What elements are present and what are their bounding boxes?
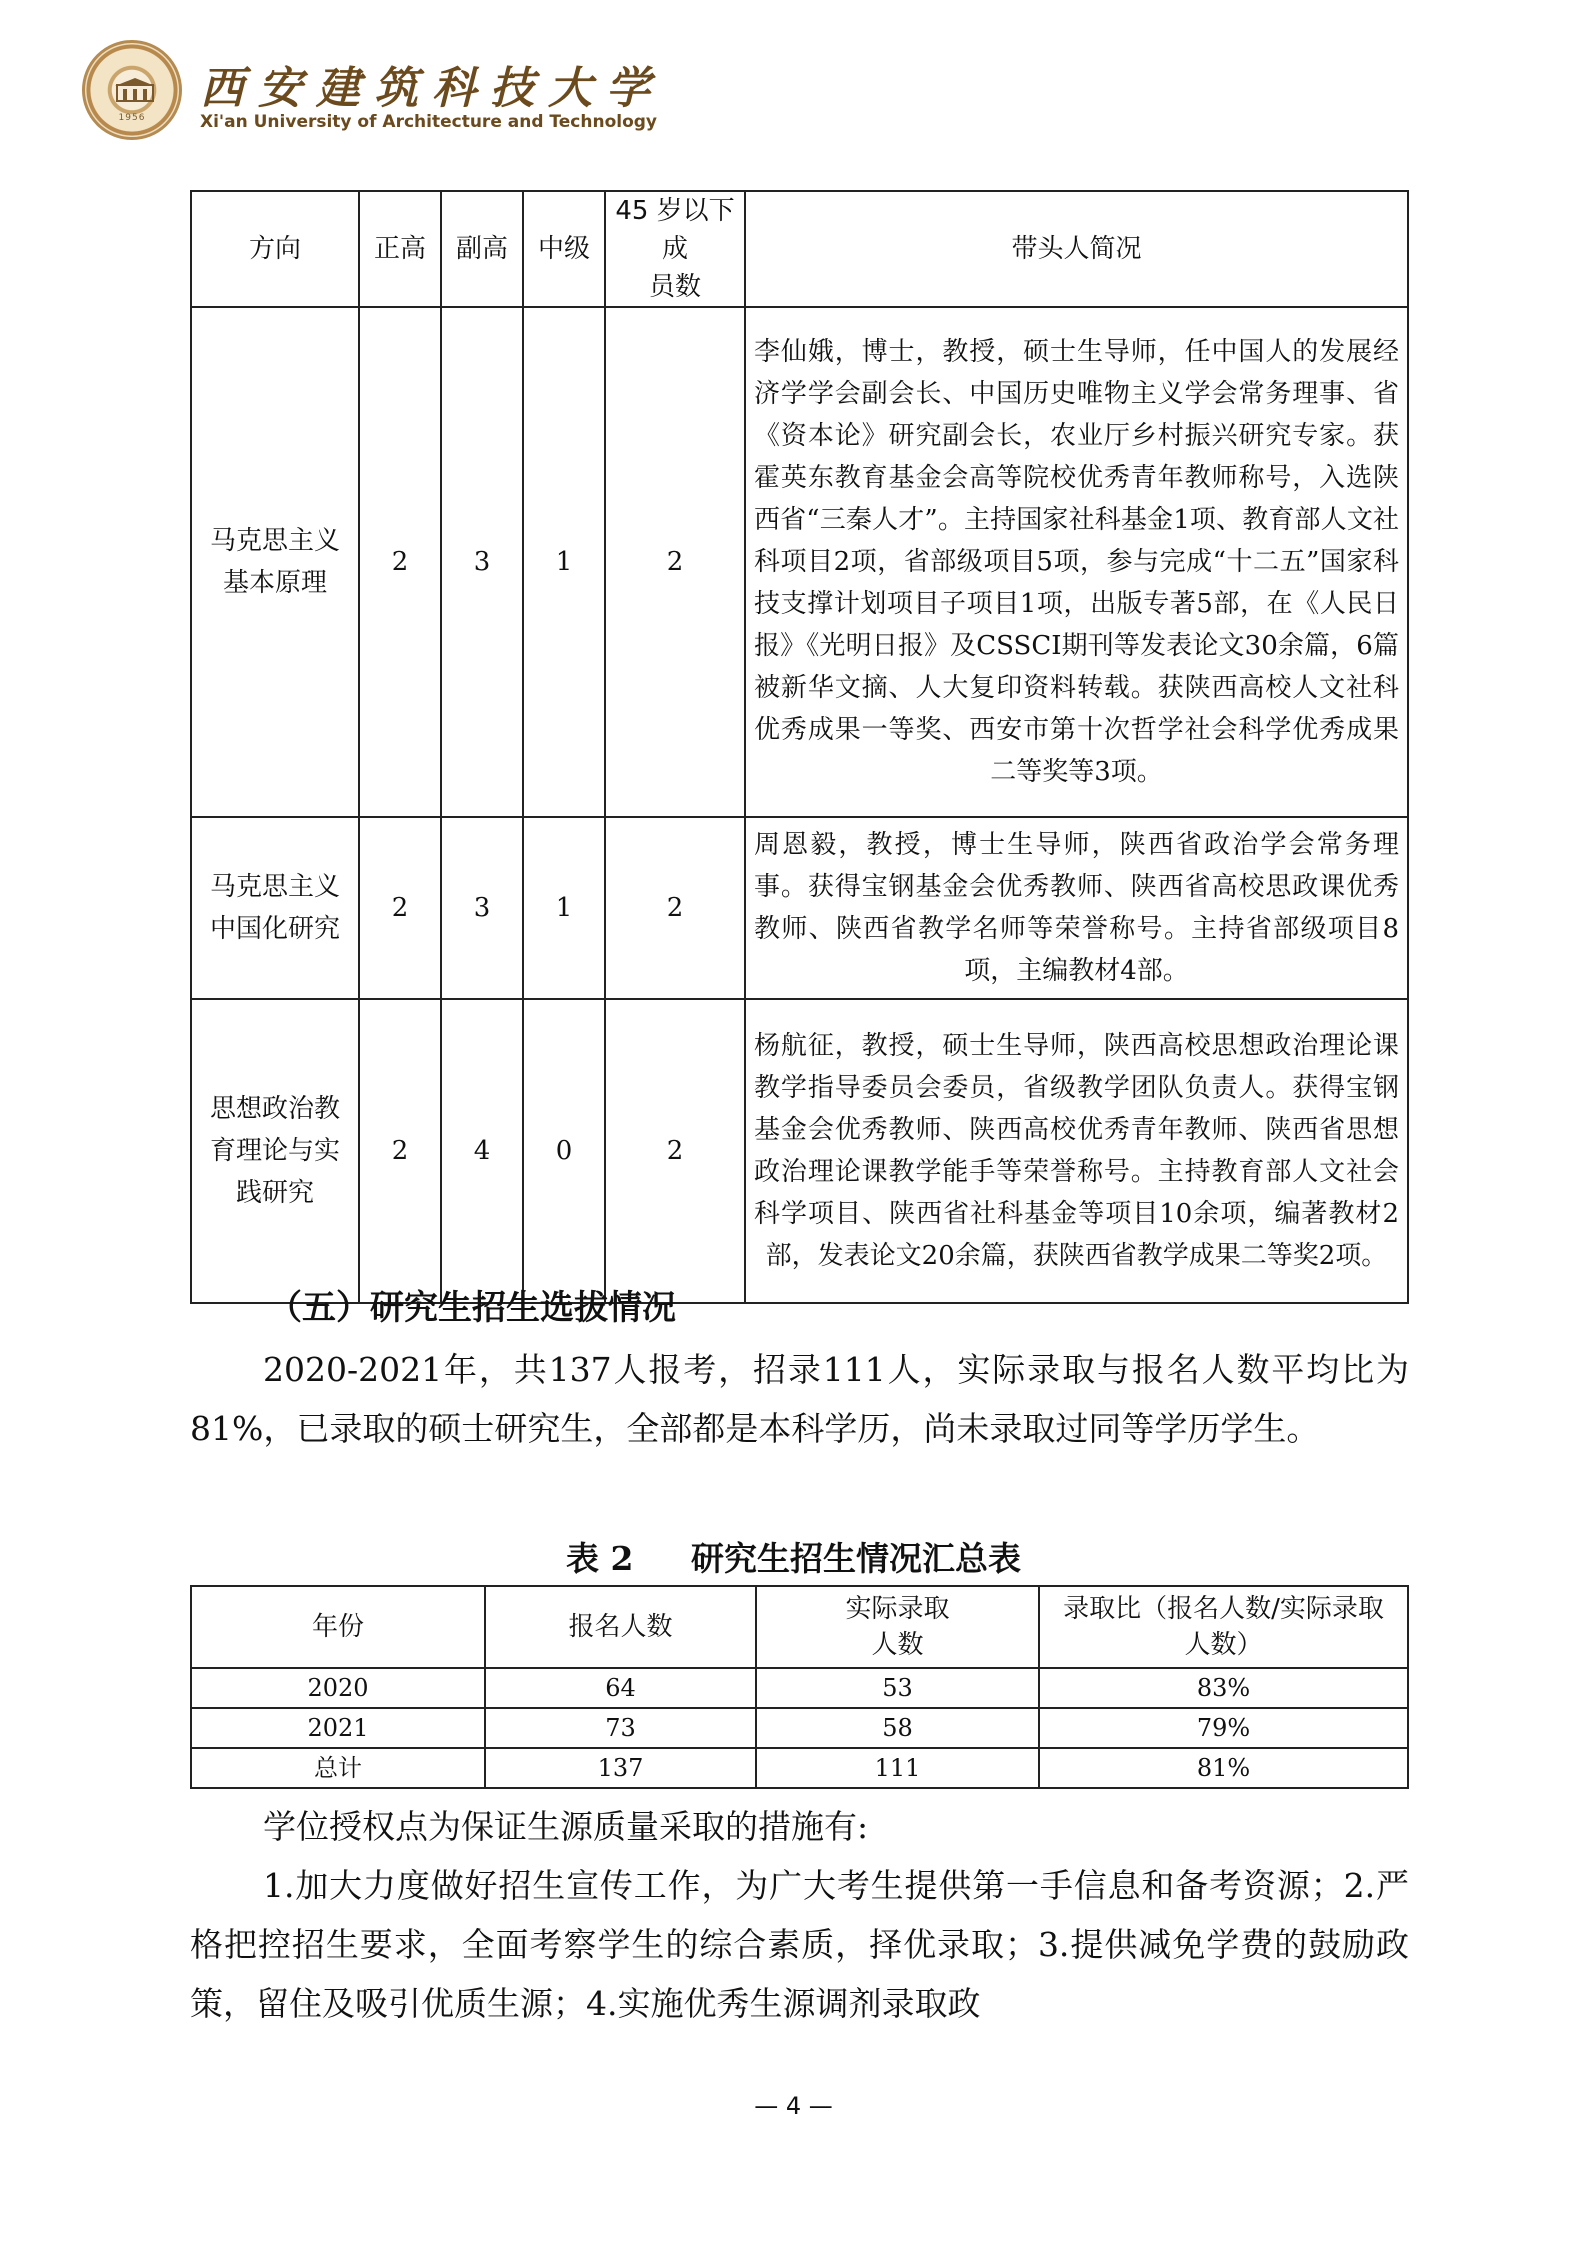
leader-profile: 李仙娥，博士，教授，硕士生导师，任中国人的发展经济学学会副会长、中国历史唯物主义学会常务理事、省《资本论》研究副会长，农业厅乡村振兴研究专家。获霍英东教育基金会高等院校优秀青年教师称号，入选陕西省“三秦人才”。主持国家社科基金1项、教育部人文社科项目2项，省部级项目5项，参与完成“十二五”国家科技支撑计划项目子项目1项，出版专著5部，在《人民日报》《光明日报》及CSSCI期刊等发表论文30余篇，6篇被新华文摘、人大复印资料转载。获陕西高校人文社科优秀成果一等奖、西安市第十次哲学社会科学优秀成果二等奖等3项。 xyxy=(745,307,1408,817)
ratio-cell: 81% xyxy=(1039,1748,1408,1788)
table-header-row xyxy=(191,191,1408,307)
direction-line: 马克思主义 xyxy=(209,872,340,902)
under45-count: 2 xyxy=(605,307,745,817)
header-year: 年份 xyxy=(191,1586,485,1668)
page-number: — 4 — xyxy=(754,2092,833,2120)
header-direction: 方向 xyxy=(191,191,359,307)
direction-line: 基本原理 xyxy=(222,568,327,598)
research-direction-table xyxy=(190,190,1409,1304)
university-header xyxy=(82,40,682,150)
admitted-cell: 111 xyxy=(756,1748,1039,1788)
associate-count: 3 xyxy=(441,817,523,999)
university-seal-logo xyxy=(82,40,182,140)
table-row xyxy=(191,1668,1408,1708)
under45-count: 2 xyxy=(605,999,745,1303)
direction-cell xyxy=(191,817,359,999)
senior-count: 2 xyxy=(359,999,441,1303)
table-row xyxy=(191,817,1408,999)
table-row xyxy=(191,1748,1408,1788)
middle-count: 1 xyxy=(523,817,605,999)
header-under45 xyxy=(605,191,745,307)
table-row xyxy=(191,307,1408,817)
applicants-cell: 64 xyxy=(485,1668,756,1708)
associate-count: 4 xyxy=(441,999,523,1303)
direction-cell xyxy=(191,307,359,817)
table-row xyxy=(191,1708,1408,1748)
header-admitted-line2: 人数 xyxy=(871,1630,924,1660)
university-name-en: Xi'an University of Architecture and Technology xyxy=(200,112,658,132)
measures-text: 1.加大力度做好招生宣传工作，为广大考生提供第一手信息和备考资源；2.严格把控招生要求，全面考察学生的综合素质，择优录取；3.提供减免学费的鼓励政策，留住及吸引优质生源；4.实施优秀生源调剂录取政 xyxy=(190,1866,1409,2023)
header-ratio-line2: 人数） xyxy=(1184,1630,1263,1660)
measures-intro: 学位授权点为保证生源质量采取的措施有: xyxy=(263,1807,869,1846)
building-icon xyxy=(115,77,155,103)
university-name-cn: 西安建筑科技大学 xyxy=(200,63,664,114)
header-associate: 副高 xyxy=(441,191,523,307)
leader-profile: 周恩毅，教授，博士生导师，陕西省政治学会常务理事。获得宝钢基金会优秀教师、陕西省高校思政课优秀教师、陕西省教学名师等荣誉称号。主持省部级项目8项，主编教材4部。 xyxy=(745,817,1408,999)
year-cell: 总计 xyxy=(191,1748,485,1788)
section-paragraph: 2020-2021年，共137人报考，招录111人，实际录取与报名人数平均比为81%，已录取的硕士研究生，全部都是本科学历，尚未录取过同等学历学生。 xyxy=(190,1350,1409,1448)
admitted-cell: 53 xyxy=(756,1668,1039,1708)
associate-count: 3 xyxy=(441,307,523,817)
direction-line: 育理论与实 xyxy=(209,1136,340,1166)
header-middle: 中级 xyxy=(523,191,605,307)
direction-line: 中国化研究 xyxy=(209,914,340,944)
header-under45-line2: 员数 xyxy=(648,272,701,302)
header-applicants: 报名人数 xyxy=(485,1586,756,1668)
ratio-cell: 83% xyxy=(1039,1668,1408,1708)
header-under45-line1: 45 岁以下成 xyxy=(615,196,735,264)
direction-line: 马克思主义 xyxy=(209,526,340,556)
ratio-cell: 79% xyxy=(1039,1708,1408,1748)
middle-count: 1 xyxy=(523,307,605,817)
middle-count: 0 xyxy=(523,999,605,1303)
header-admitted-line1: 实际录取 xyxy=(845,1594,950,1624)
table-row xyxy=(191,999,1408,1303)
year-cell: 2021 xyxy=(191,1708,485,1748)
admitted-cell: 58 xyxy=(756,1708,1039,1748)
under45-count: 2 xyxy=(605,817,745,999)
year-cell: 2020 xyxy=(191,1668,485,1708)
header-senior: 正高 xyxy=(359,191,441,307)
senior-count: 2 xyxy=(359,307,441,817)
senior-count: 2 xyxy=(359,817,441,999)
enrollment-summary-table xyxy=(190,1585,1409,1789)
header-admitted xyxy=(756,1586,1039,1668)
applicants-cell: 137 xyxy=(485,1748,756,1788)
applicants-cell: 73 xyxy=(485,1708,756,1748)
header-ratio-line1: 录取比（报名人数/实际录取 xyxy=(1063,1594,1384,1624)
table2-caption: 表 2 研究生招生情况汇总表 xyxy=(566,1539,1021,1578)
section-title: （五）研究生招生选拔情况 xyxy=(268,1288,676,1328)
direction-line: 思想政治教 xyxy=(209,1094,340,1124)
header-ratio xyxy=(1039,1586,1408,1668)
direction-line: 践研究 xyxy=(235,1178,314,1208)
table-header-row xyxy=(191,1586,1408,1668)
seal-year: 1956 xyxy=(118,113,146,123)
direction-cell xyxy=(191,999,359,1303)
header-leader-profile: 带头人简况 xyxy=(745,191,1408,307)
leader-profile: 杨航征，教授，硕士生导师，陕西高校思想政治理论课教学指导委员会委员，省级教学团队负责人。获得宝钢基金会优秀教师、陕西高校优秀青年教师、陕西省思想政治理论课教学能手等荣誉称号。主持教育部人文社会科学项目、陕西省社科基金等项目10余项，编著教材2部，发表论文20余篇，获陕西省教学成果二等奖2项。 xyxy=(745,999,1408,1303)
